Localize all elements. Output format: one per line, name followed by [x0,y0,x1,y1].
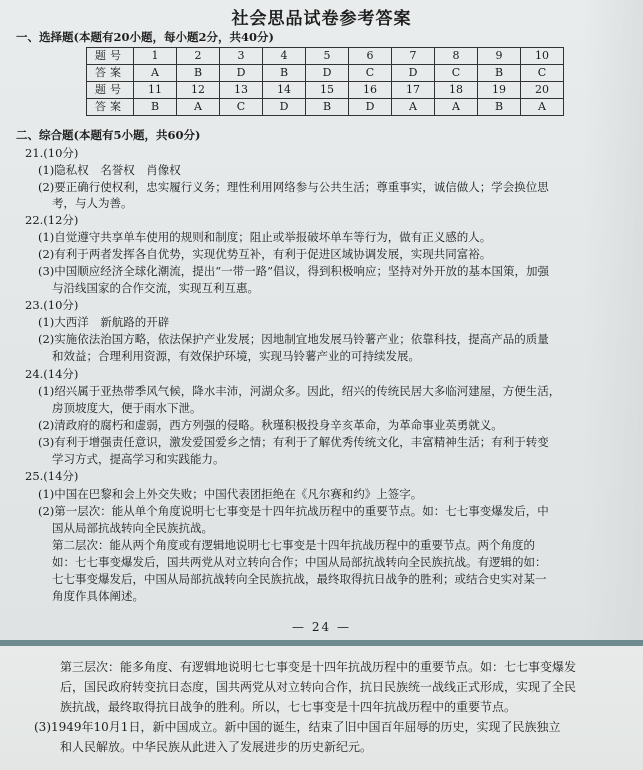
answer-table-cell: D [263,99,306,116]
answer-table-cell: 17 [392,82,435,99]
answer-line: 学习方式，提高学习和实践能力。 [52,452,225,466]
answer-table-cell: C [521,65,564,82]
answer-table-cell: A [435,99,478,116]
answer-table-cell: 6 [349,48,392,65]
answer-line: (1)隐私权 名誉权 肖像权 [38,163,181,177]
answer-table-cell: 8 [435,48,478,65]
continuation-line: (3)1949年10月1日，新中国成立。新中国的诞生，结束了旧中国百年屈辱的历史，实现了民族独立 [34,720,561,734]
answer-line: 国从局部抗战转向全民族抗战。 [52,521,213,535]
answer-table-row [87,82,564,99]
answer-table-cell: A [134,65,177,82]
answer-table-cell: 5 [306,48,349,65]
answer-table-cell: 3 [220,48,263,65]
answer-line: (1)中国在巴黎和会上外交失败；中国代表团拒绝在《凡尔赛和约》上签字。 [38,487,423,501]
answer-table-cell: D [306,65,349,82]
answer-table-header-cell: 答案 [87,65,134,82]
answer-table-header-cell: 答案 [87,99,134,116]
answer-table-cell: 13 [220,82,263,99]
answer-line: 考，与人为善。 [52,196,133,210]
answer-table-cell: 7 [392,48,435,65]
answer-table-row [87,65,564,82]
answer-line: 七七事变爆发后，中国从局部抗战转向全民族抗战，最终取得抗日战争的胜利；或结合史实对某一 [52,572,547,586]
continuation-line: 族抗战，最终取得抗日战争的胜利。所以，七七事变是十四年抗战历程中的重要节点。 [60,700,517,714]
answer-table-cell: C [349,65,392,82]
answer-table-cell: A [177,99,220,116]
answer-line: (2)清政府的腐朽和虚弱，西方列强的侵略。秋瑾积极投身辛亥革命，为革命事业英勇就义。 [38,418,503,432]
answer-line: (1)大西洋 新航路的开辟 [38,315,170,329]
answer-line: 22.(12分) [25,213,79,227]
answer-table-cell: B [478,65,521,82]
answer-table-cell: C [220,99,263,116]
answer-table-cell: 4 [263,48,306,65]
continuation-line: 和人民解放。中华民族从此进入了发展进步的历史新纪元。 [60,740,373,754]
answer-table-cell: 14 [263,82,306,99]
answer-table-cell: C [435,65,478,82]
answer-line: (2)要正确行使权利，忠实履行义务；理性利用网络参与公共生活；尊重事实，诚信做人；学会换位思 [38,180,549,194]
answer-table-cell: 12 [177,82,220,99]
answer-table-cell: 16 [349,82,392,99]
answer-table-cell: A [392,99,435,116]
answer-line: 25.(14分) [25,469,79,483]
answer-table-cell: D [392,65,435,82]
answer-line: (1)自觉遵守共享单车使用的规则和制度；阻止或举报破坏单车等行为，做有正义感的人。 [38,230,492,244]
answer-table-cell: 1 [134,48,177,65]
answer-table-cell: B [263,65,306,82]
answer-table-cell: B [177,65,220,82]
answer-table-header-cell: 题号 [87,82,134,99]
answer-table [86,47,564,116]
answer-table-row [87,48,564,65]
answer-line: (2)实施依法治国方略，依法保护产业发展；因地制宜地发展马铃薯产业；依靠科技，提高产品的质量 [38,332,549,346]
section2-header: 二、综合题(本题有5小题，共60分) [16,128,201,142]
answer-table-cell: 15 [306,82,349,99]
continuation-line: 第三层次：能多角度、有逻辑地说明七七事变是十四年抗战历程中的重要节点。如：七七事变爆发 [60,660,577,674]
answer-line: 房顶坡度大，便于雨水下泄。 [52,401,202,415]
continuation-page [0,646,643,770]
answer-table-cell: 9 [478,48,521,65]
answer-table-cell: A [521,99,564,116]
answer-line: 和效益；合理利用资源，有效保护环境，实现马铃薯产业的可持续发展。 [52,349,420,363]
answer-line: 角度作具体阐述。 [52,589,144,603]
section1-header: 一、选择题(本题有20小题，每小题2分，共40分) [16,30,274,44]
answer-table-cell: D [220,65,263,82]
answer-line: (2)有利于两者发挥各自优势，实现优势互补，有利于促进区域协调发展，实现共同富裕。 [38,247,492,261]
answer-table-cell: 11 [134,82,177,99]
answer-line: (3)中国顺应经济全球化潮流，提出“一带一路”倡议，得到积极响应；坚持对外开放的基本国策，加强 [38,264,550,278]
answer-table-cell: 10 [521,48,564,65]
answer-table-header-cell: 题号 [87,48,134,65]
answer-line: 如：七七事变爆发后，国共两党从对立转向合作；中国从局部抗战转向全民族抗战。有逻辑的如： [52,555,547,569]
answer-table-cell: B [478,99,521,116]
answer-line: (1)绍兴属于亚热带季风气候，降水丰沛，河湖众多。因此，绍兴的传统民居大多临河建屋，方便生活， [38,384,561,398]
answer-line: 第二层次：能从两个角度或有逻辑地说明七七事变是十四年抗战历程中的重要节点。两个角度的 [52,538,535,552]
answer-line: 21.(10分) [25,146,79,160]
page-edge-shadow [583,0,643,640]
answer-line: 24.(14分) [25,367,79,381]
continuation-line: 后，国民政府转变抗日态度，国共两党从对立转向合作，抗日民族统一战线正式形成，实现了全民 [60,680,577,694]
answer-table-cell: 20 [521,82,564,99]
answer-table-cell: B [306,99,349,116]
answer-table-cell: 2 [177,48,220,65]
answer-table-cell: 18 [435,82,478,99]
answer-line: 23.(10分) [25,298,79,312]
answer-line: (3)有利于增强责任意识，激发爱国爱乡之情；有利于了解优秀传统文化，丰富精神生活；有利于转变 [38,435,549,449]
page-title: 社会思品试卷参考答案 [231,9,412,29]
page-number: — 24 — [292,620,351,634]
answer-table-cell: D [349,99,392,116]
answer-table-row [87,99,564,116]
answer-table-cell: B [134,99,177,116]
answer-table-cell: 19 [478,82,521,99]
answer-line: (2)第一层次：能从单个角度说明七七事变是十四年抗战历程中的重要节点。如：七七事变爆发后，中 [38,504,549,518]
answer-line: 与沿线国家的合作交流，实现互利互惠。 [52,281,259,295]
